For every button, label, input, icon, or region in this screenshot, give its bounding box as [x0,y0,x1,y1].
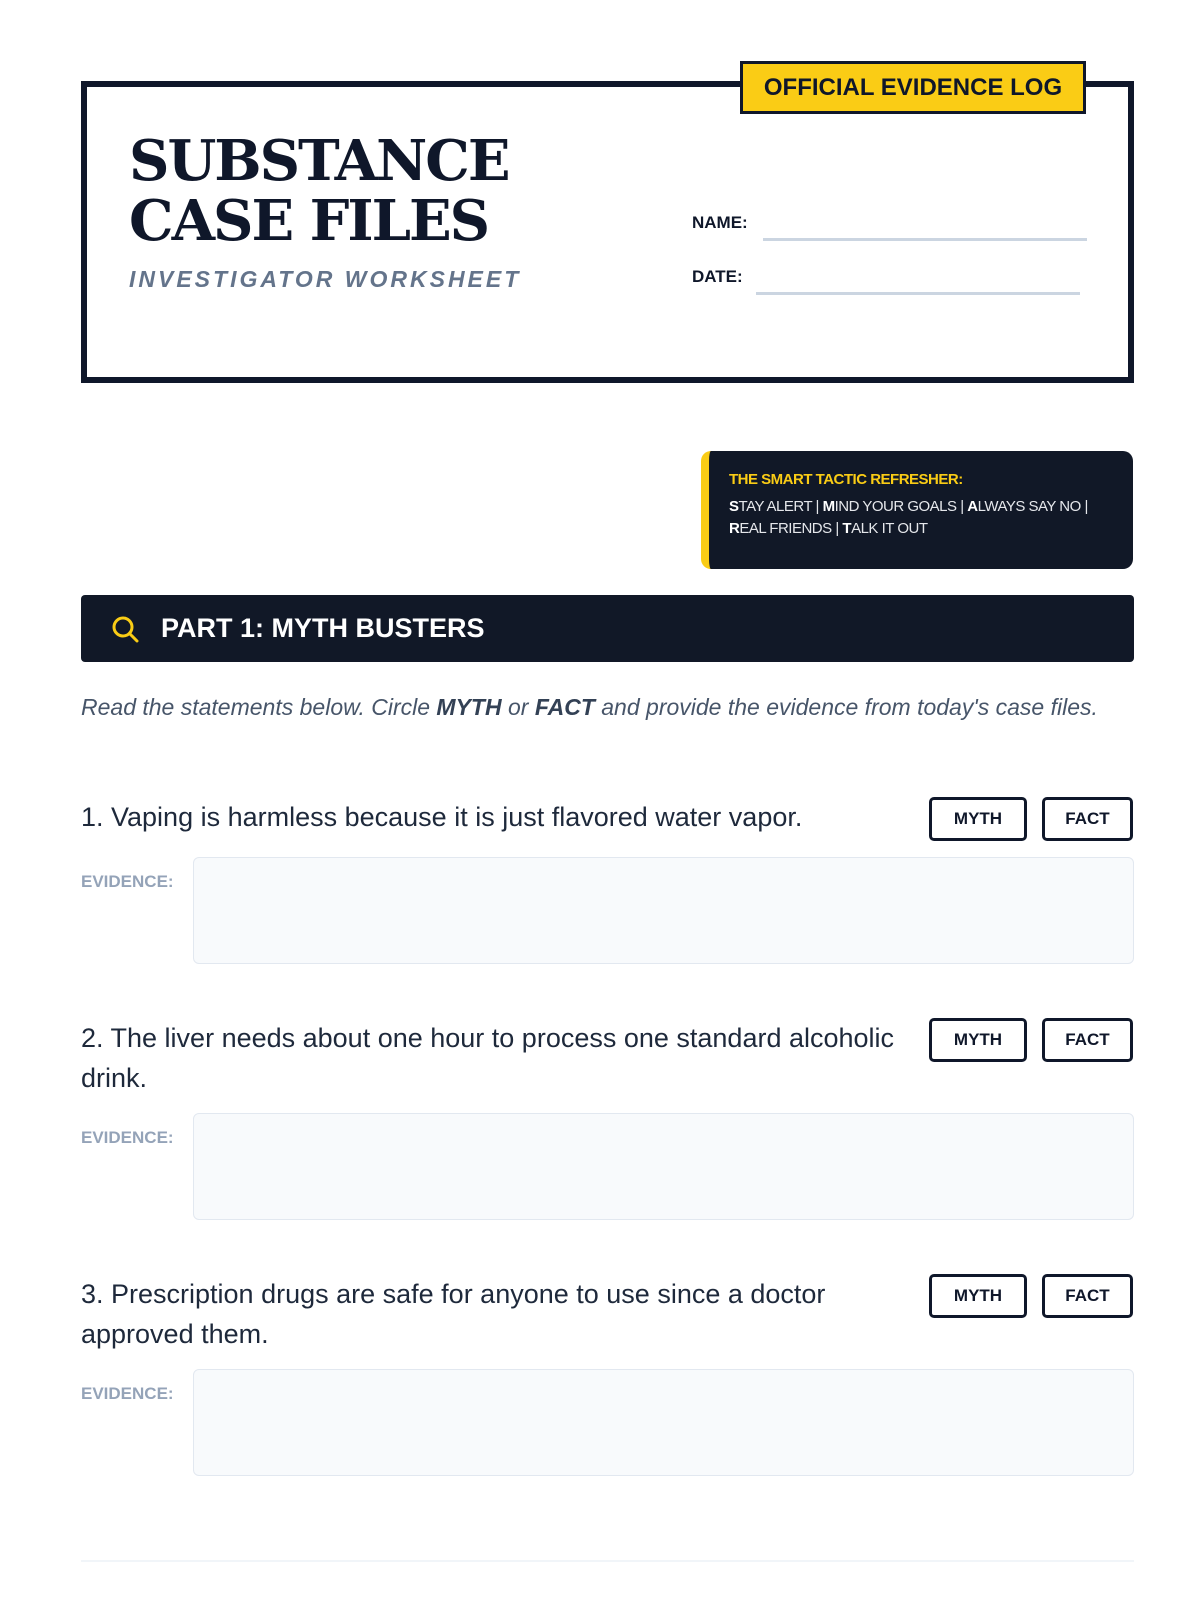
question-3: 3. Prescription drugs are safe for anyone to use since a doctor approved them. [81,1279,826,1349]
evidence-label: EVIDENCE: [81,1128,174,1147]
tactic-item: REAL FRIENDS [729,520,832,537]
tactic-title: THE SMART TACTIC REFRESHER: [729,471,963,488]
fact-button-q1[interactable]: FACT [1042,797,1133,841]
evidence-label: EVIDENCE: [81,872,174,891]
myth-button-q2[interactable]: MYTH [929,1018,1027,1062]
fact-button-q3[interactable]: FACT [1042,1274,1133,1318]
divider [81,1560,1134,1562]
name-field[interactable] [763,238,1087,241]
tactic-separator: | [835,520,843,537]
evidence-label: EVIDENCE: [81,1384,174,1403]
date-label: DATE: [692,267,743,286]
tactic-item: STAY ALERT [729,498,812,515]
tactic-separator: | [960,498,968,515]
evidence-field-q3[interactable] [193,1369,1134,1476]
tactic-list [729,496,1113,540]
smart-tactic-refresher [701,451,1133,569]
evidence-field-q2[interactable] [193,1113,1134,1220]
instructions: Read the statements below. Circle MYTH or FACT and provide the evidence from today's case files. [81,694,1098,720]
tactic-item: TALK IT OUT [842,520,928,537]
tactic-item: ALWAYS SAY NO [967,498,1081,515]
myth-button-q1[interactable]: MYTH [929,797,1027,841]
section-header-part1 [81,595,1134,662]
search-icon [111,615,139,643]
worksheet-subtitle: INVESTIGATOR WORKSHEET [129,266,522,292]
myth-button-q3[interactable]: MYTH [929,1274,1027,1318]
fact-button-q2[interactable]: FACT [1042,1018,1133,1062]
name-label: NAME: [692,213,748,232]
tactic-item: MIND YOUR GOALS [822,498,957,515]
worksheet-title: SUBSTANCE CASE FILES [129,128,509,254]
official-evidence-stamp: OFFICIAL EVIDENCE LOG [740,61,1086,114]
question-1: 1. Vaping is harmless because it is just flavored water vapor. [81,802,803,832]
tactic-separator: | [815,498,823,515]
question-2: 2. The liver needs about one hour to process one standard alcoholic drink. [81,1023,895,1093]
evidence-field-q1[interactable] [193,857,1134,964]
section-title: PART 1: MYTH BUSTERS [161,613,485,643]
date-field[interactable] [756,292,1080,295]
tactic-separator: | [1084,498,1088,515]
